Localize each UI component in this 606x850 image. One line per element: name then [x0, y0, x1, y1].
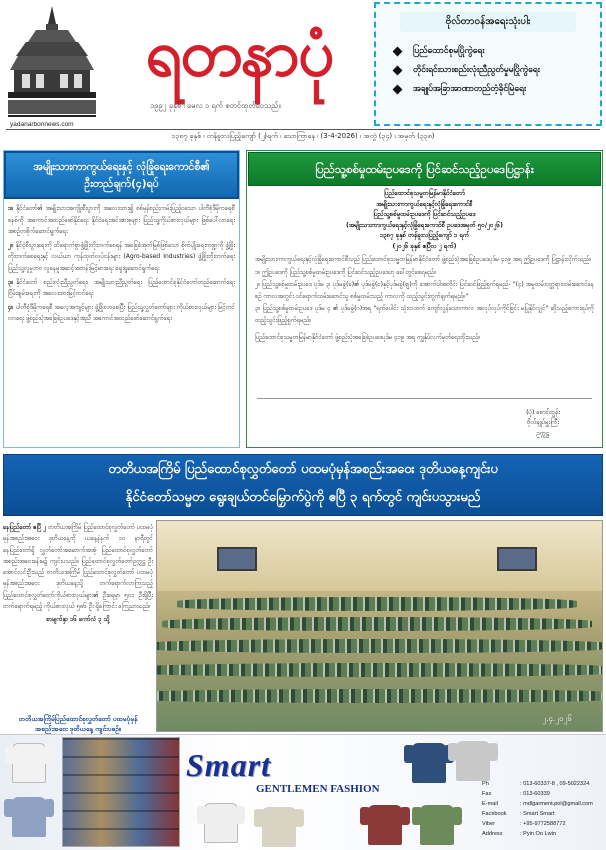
- smart-brand-logo: Smart: [186, 747, 272, 783]
- law-body: [247, 252, 602, 344]
- hall-screen: [497, 547, 537, 571]
- objective-paragraph: ၃။ နိုင်ငံတော် စည်းလုံးညီညွတ်ရေး၊ အမျိုးသားညီညွတ်ရေး ပြည်ထောင်စုနိုင်ငံတော်တည်ဆောက်ရေး ငြိမ်းချမ်းရေးကို အလေးထားမြင့်တင်ရေး: [8, 278, 235, 298]
- objective-paragraph: ၁။ နိုင်ငံတော်၏ အမျိုးသားအကျိုးစီးပွားကို အလေးထား၍ စစ်မှန်စည်းကမ်းပြည့်ဝသော ပါတီစုံဒီမိုကရေစီစနစ်ကို အကောင်အထည်ဖော်နိုင်ရေး နိုင်ငံရေးအင်အားစုများ ပြည်သူ့ကိုယ်စားလှယ်များ ဖြစ်ပေါ်လာရေး အစဉ်တစိုက်ဆောင်ရွက်ရေး: [8, 205, 235, 236]
- diamond-bullet-icon: [393, 85, 403, 95]
- story-body: တတိယအကြိမ် ပြည်ထောင်စုလွှတ်တော် ပထမပုံမှန်အစည်းအဝေး ဒုတိယနေ့ကို ယနေ့နံနက် ၁၀ နာရီတွင် နေပြည်တော်ရှိ လွှတ်တော်အဆောက်အအုံ ပြည်ထောင်စုလွှတ်တော် အစည်းအဝေးခန်းမ၌ ကျင်းပသည်။ ပြည်ထောင်စုလွှတ်တော်ဥက္ကဋ္ဌ ဦးအောင်လင်းဦးသည် တတိယအကြိမ် ပြည်ထောင်စုလွှတ်တော် ပထမပုံမှန်အစည်းအဝေး ဒုတိယနေ့သို့ တက်ရောက်လာကြသည့် ပြည်ထောင်စုလွှတ်တော်ကိုယ်စားလှယ်များ၏ ဦးရေမှာ ၅၀၁ ဦးရှိပြီး တက်ရောက်ရမည့် ကိုယ်စားလှယ် ၅၈၆ ဦး ရှိကြောင်း ကြေညာသည်။: [3, 524, 153, 611]
- seat-row: [156, 639, 603, 653]
- duties-list-item: တိုင်းရင်းသားစည်းလုံးညီညွတ်မှုမပြိုကွဲရေး: [394, 61, 600, 80]
- shirt-icon: [12, 797, 46, 837]
- law-footer: ပြည်ထောင်စုသမ္မတမြန်မာနိုင်ငံတော် ဖွဲ့စည်းပုံအခြေခံဥပဒေပုဒ်မ ၄၁၉ အရ ကျွန်ုပ်လက်မှတ်ရေးထိုးသည်။: [255, 334, 481, 341]
- contact-row: Ph : 013-60337-8 , 09-5022324: [482, 781, 590, 787]
- diamond-bullet-icon: [393, 47, 403, 57]
- objectives-body: [4, 199, 239, 331]
- law-paragraph: အမျိုးသားကာကွယ်ရေးနှင့်လုံခြုံရေးကောင်စီသည် ပြည်ထောင်စုသမ္မတမြန်မာနိုင်ငံတော် ဖွဲ့စည်းပုံအခြေခံဥပဒေပုဒ်မ ၄၁၉ အရ ဤဥပဒေကို ပြဋ္ဌာန်းလိုက်သည်။: [255, 256, 592, 263]
- seat-row: [162, 617, 592, 631]
- parliament-session-photo: [156, 520, 603, 732]
- seat-row: [156, 663, 603, 677]
- objectives-headline: အမျိုးသားကာကွယ်ရေးနှင့် လုံခြုံရေးကောင်စီ၏ ဦးတည်ချက်(၄)ရပ်: [4, 151, 239, 199]
- story-continued: စာမျက်နှာ ၁၆ ကော်လံ ၃ သို့: [46, 616, 110, 624]
- photo-date-stamp: ၂.၄.၂၀၂၆: [542, 714, 572, 723]
- newspaper-title: ရတနာပုံ: [145, 16, 333, 91]
- law-header-block: ပြည်ထောင်စုသမ္မတမြန်မာနိုင်ငံတော် အမျိုးသားကာကွယ်ရေးနှင့်လုံခြုံရေးကောင်စီ ပြည်သူ့စစ်မှုထမ်းဥပဒေကို ပြင်ဆင်သည့်ဥပဒေ (အမျိုးသားကာကွယ်ရေးနှင့်လုံခြုံရေးကောင်စီ ဥပဒေအမှတ် ၅၀/၂၀၂၆) ၁၃၈၇ ခုနှစ် တန်ခူးလပြည့်ကျော် ၁ ရက် (၂၀၂၆ ခုနှစ် ဧပြီလ ၂ ရက်): [346, 190, 503, 250]
- duties-notice-title: ဗိုလ်တာဝန်အရေးသုံးပါး: [400, 12, 576, 32]
- objective-paragraph: ၄။ ပါတီစုံဒီမိုကရေစီ အလေ့အကျင့်များ ဖွံ့ဖြိုးလာစေပြီး ပြည်သူ့လွှတ်တော်များ ကိုယ်စားလှယ်များ မြင့်တင်လာရေး ဖွဲ့စည်းပုံအခြေခံဥပဒေနှင့်အညီ အကောင်အထည်ဖော်ဆောင်ရွက်ရေး: [8, 303, 235, 323]
- duties-notice-box: [374, 2, 602, 126]
- law-headline: ပြည်သူ့စစ်မှုထမ်းဥပဒေကို ပြင်ဆင်သည့်ဥပဒေပြဋ္ဌာန်း: [248, 152, 601, 186]
- site-url[interactable]: yadanarbonnews.com: [10, 121, 74, 128]
- clothing-shelf-photo: [62, 737, 180, 847]
- contact-row: Viber : +95-9772588772: [482, 821, 566, 827]
- divider: [257, 398, 592, 399]
- banner-line-2: နိုင်ငံတော်သမ္မတ ရွေးချယ်တင်မြှောက်ပွဲကို ဧပြီ ၃ ရက်တွင် ကျင်းပသွားမည်: [125, 490, 481, 505]
- duties-list: [394, 42, 600, 99]
- banner-line-1: တတိယအကြိမ် ပြည်ထောင်စုလွှတ်တော် ပထမပုံမှန်အစည်းအဝေး ဒုတိယနေ့ကျင်းပ: [108, 462, 498, 477]
- contact-block: [482, 779, 593, 839]
- photo-caption: တတိယအကြိမ်ပြည်ထောင်စုလွှတ်တော် ပထမပုံမှန်အစည်းအဝေး ဒုတိယနေ့ ကျင်းပစဉ်။: [18, 715, 138, 733]
- duties-list-item: ပြည်ထောင်စုမပြိုကွဲရေး: [394, 42, 600, 61]
- smart-fashion-advertisement: [0, 734, 606, 850]
- shirt-icon: [262, 807, 296, 847]
- parliament-headline-banner: [3, 454, 603, 516]
- shirt-icon: [204, 803, 238, 843]
- military-service-law-article: [246, 150, 603, 448]
- story-byline: နေပြည်တော် ဧပြီ ၂: [3, 524, 47, 531]
- contact-row: Address : Pyin Oo Lwin: [482, 831, 557, 837]
- duties-list-item: အချုပ်အခြာအာဏာတည်တံ့ခိုင်မြဲရေး: [394, 80, 600, 99]
- law-paragraph: ၃။ ပြည်သူ့စစ်မှုထမ်းဥပဒေ ပုဒ်မ ၄ ၏ ပုဒ်မခွဲ(ဂ)အရ "ရက်ပေါင်း သုံးလထက် ကျော်လွန်သောကာလ အလုပ်လုပ်ကိုင်ခြင်း မပြုနိုင်လျှင်" ဆိုသည့်စကားရပ်ကို ထည့်သွင်းဖြည့်စွက်ရမည်။: [255, 305, 594, 324]
- diamond-bullet-icon: [393, 66, 403, 76]
- objective-paragraph: ၂။ နိုင်ငံ့စီးပွားရေးကို ထိရောက်စွာဖွံ့ဖြိုးတိုးတက်စေရန် အခြေခံအုတ်မြစ်ဖြစ်သော စိုက်ပျိုးရေးကဏ္ဍကို ဖွံ့ဖြိုးတိုးတက်စေရေးနှင့် လယ်ယာ ကုန်ထုတ်လုပ်ငန်းများ (Agro-based Industries) ဖွံ့ဖြိုးတိုးတက်ရေး ပြည်သူ့လူမှုဘဝ လူနေမှုအဆင့်အတန်းမြင့်မားရေး ရှေးရှုဆောင်ရွက်ရေး: [8, 241, 235, 272]
- law-paragraph: ၁။ ဤဥပဒေကို ပြည်သူ့စစ်မှုထမ်းဥပဒေကို ပြင်ဆင်သည့်ဥပဒေဟု ခေါ်တွင်စေရမည်။: [255, 268, 436, 276]
- security-council-objectives-article: [3, 150, 240, 448]
- parliament-story: [3, 522, 153, 714]
- founded-line: ၁၉၉၂ ခုနှစ် ၊ မေလ ၁ ရက် စတင်ထုတ်ဝေသည်။: [150, 101, 281, 110]
- contact-row: E-mail : mdlgarment.pol@gmail.com: [482, 801, 593, 807]
- pagoda-logo-icon: [6, 4, 98, 122]
- shirt-icon: [412, 743, 446, 783]
- shirt-icon: [368, 805, 402, 845]
- contact-row: Fax : 013-60339: [482, 791, 550, 797]
- seat-row: [177, 597, 577, 611]
- shirt-icon: [456, 741, 490, 781]
- contact-row: Facebook : Smart Smart: [482, 811, 555, 817]
- seat-row: [156, 689, 603, 703]
- shirt-icon: [420, 805, 454, 845]
- law-paragraph: ၂။ ပြည်သူ့စစ်မှုထမ်းဥပဒေ ပုဒ်မ ၃၊ ပုဒ်မခွဲ(ခ)၏ ပုဒ်မခွဲ(င)နှင့်ပုဒ်မခွဲ(ဈ)ကို အောက်ပါအတိုင်း ပြင်ဆင်ဖြည့်စွက်ရမည်- "(၄) အမှုထမ်းဝတ္တရားထမ်းဆောင်နေစဉ် ကာလအတွင်း ဝင်ရောက်ထမ်းဆောင်သူ စစ်မှုထမ်းသည့် ကာလကို ထည့်သွင်းတွက်ချက်ရမည်။": [255, 281, 594, 300]
- hall-screen: [217, 547, 257, 571]
- law-signature: (ပုံ) စောင်ထွန်း ဗိုလ်ချုပ်မှူးကြီး ဥက္ကဋ္ဌ: [526, 408, 560, 437]
- dateline: ၁၃၈၇ ခုနှစ် ၊ တန်ခူးလပြည့်ကျော် (၂)ရက် ၊ သောကြာနေ ၊ (3-4-2026) ၊ အတွဲ (၃၄) ၊ အမှတ် (၃၃၈): [6, 129, 600, 143]
- shirt-icon: [12, 743, 46, 783]
- brand-tagline: GENTLEMEN FASHION: [256, 783, 380, 795]
- masthead: [0, 0, 606, 140]
